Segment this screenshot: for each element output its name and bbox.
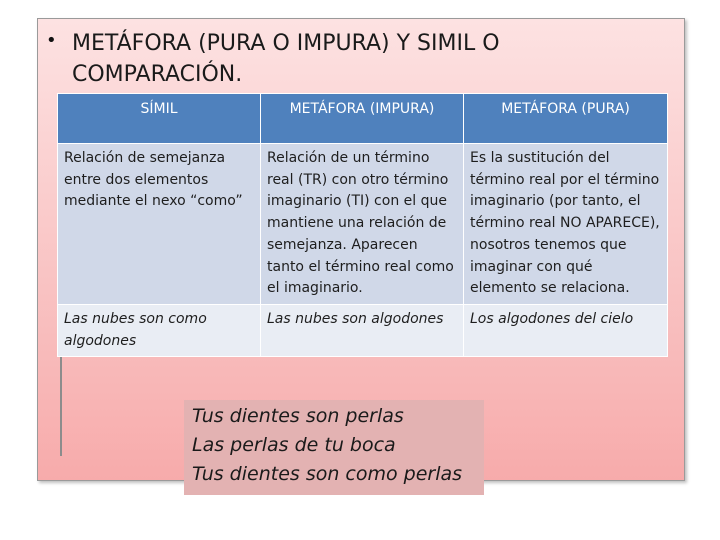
example-line: Tus dientes son perlas — [192, 405, 404, 427]
table-row-examples — [58, 304, 668, 356]
slide-title: METÁFORA (PURA O IMPURA) Y SIMIL O COMPARACIÓN. — [72, 31, 500, 87]
cell-impura-definition: Relación de un término real (TR) con otro término imaginario (TI) con el que mantiene una relación de semejanza. Aparecen tanto el término real como el imaginario. — [261, 144, 464, 305]
cell-simil-definition: Relación de semejanza entre dos elementos mediante el nexo “como” — [58, 144, 261, 305]
example-line: Las perlas de tu boca — [192, 434, 396, 456]
examples-box — [184, 400, 484, 495]
example-line: Tus dientes son como perlas — [192, 463, 463, 485]
cell-impura-example: Las nubes son algodones — [261, 304, 464, 356]
header-metafora-pura: METÁFORA (PURA) — [464, 94, 668, 144]
cell-simil-example: Las nubes son como algodones — [58, 304, 261, 356]
table-header-row — [58, 94, 668, 144]
table-row-definitions — [58, 144, 668, 305]
cell-pura-definition: Es la sustitución del término real por el término imaginario (por tanto, el término real NO APARECE), nosotros tenemos que imaginar con qué elemento se relaciona. — [464, 144, 668, 305]
header-simil: SÍMIL — [58, 94, 261, 144]
header-metafora-impura: METÁFORA (IMPURA) — [261, 94, 464, 144]
comparison-table — [57, 93, 668, 357]
bullet-marker: • — [46, 30, 57, 51]
cell-pura-example: Los algodones del cielo — [464, 304, 668, 356]
